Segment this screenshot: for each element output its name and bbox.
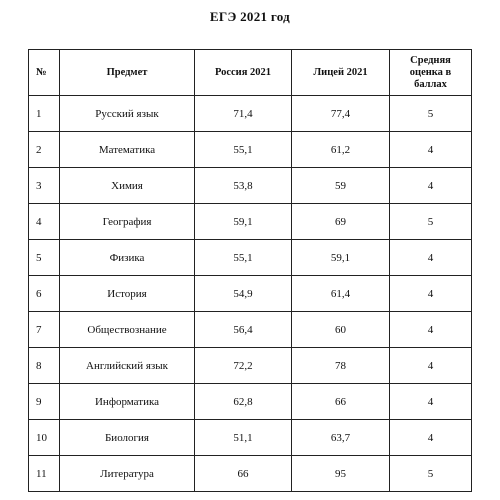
cell-russia: 72,2 [195, 348, 292, 384]
results-table [28, 49, 472, 492]
cell-average: 5 [390, 96, 472, 132]
header-subject: Предмет [60, 50, 195, 96]
table-row [29, 96, 472, 132]
cell-average: 4 [390, 240, 472, 276]
cell-lyceum: 60 [292, 312, 390, 348]
cell-average: 4 [390, 348, 472, 384]
table-row [29, 420, 472, 456]
cell-average: 4 [390, 420, 472, 456]
cell-num: 11 [29, 456, 60, 492]
cell-russia: 62,8 [195, 384, 292, 420]
footnote [60, 484, 490, 500]
cell-num: 2 [29, 132, 60, 168]
cell-num: 3 [29, 168, 60, 204]
cell-lyceum: 61,2 [292, 132, 390, 168]
cell-num: 6 [29, 276, 60, 312]
cell-subject: Физика [60, 240, 195, 276]
cell-lyceum: 59,1 [292, 240, 390, 276]
table-row [29, 276, 472, 312]
cell-average: 4 [390, 276, 472, 312]
cell-lyceum: 59 [292, 168, 390, 204]
table-row [29, 240, 472, 276]
table-row [29, 132, 472, 168]
cell-russia: 56,4 [195, 312, 292, 348]
cell-russia: 54,9 [195, 276, 292, 312]
cell-average: 5 [390, 204, 472, 240]
cell-russia: 71,4 [195, 96, 292, 132]
cell-subject: Биология [60, 420, 195, 456]
cell-subject: История [60, 276, 195, 312]
cell-subject: Химия [60, 168, 195, 204]
cell-average: 5 [390, 456, 472, 492]
cell-lyceum: 66 [292, 384, 390, 420]
cell-lyceum: 63,7 [292, 420, 390, 456]
cell-subject: Литература [60, 456, 195, 492]
table-row [29, 204, 472, 240]
cell-average: 4 [390, 312, 472, 348]
cell-subject: Русский язык [60, 96, 195, 132]
cell-subject: Английский язык [60, 348, 195, 384]
cell-russia: 59,1 [195, 204, 292, 240]
cell-subject: Математика [60, 132, 195, 168]
cell-num: 1 [29, 96, 60, 132]
cell-subject: Информатика [60, 384, 195, 420]
header-russia: Россия 2021 [195, 50, 292, 96]
cell-russia: 51,1 [195, 420, 292, 456]
cell-average: 4 [390, 384, 472, 420]
cell-russia: 53,8 [195, 168, 292, 204]
cell-num: 8 [29, 348, 60, 384]
cell-russia: 55,1 [195, 240, 292, 276]
cell-average: 4 [390, 168, 472, 204]
table-row [29, 384, 472, 420]
cell-lyceum: 95 [292, 456, 390, 492]
page-title: ЕГЭ 2021 год [209, 9, 291, 24]
table-row [29, 168, 472, 204]
cell-russia: 66 [195, 456, 292, 492]
cell-subject: Обществознание [60, 312, 195, 348]
header-average: Средняя оценка в баллах [390, 50, 472, 96]
cell-lyceum: 77,4 [292, 96, 390, 132]
cell-average: 4 [390, 132, 472, 168]
cell-lyceum: 69 [292, 204, 390, 240]
table-row [29, 312, 472, 348]
cell-russia: 55,1 [195, 132, 292, 168]
cell-num: 9 [29, 384, 60, 420]
header-lyceum: Лицей 2021 [292, 50, 390, 96]
cell-num: 5 [29, 240, 60, 276]
table-body [29, 96, 472, 492]
table-header-row [29, 50, 472, 96]
cell-num: 10 [29, 420, 60, 456]
cell-subject: География [60, 204, 195, 240]
cell-lyceum: 78 [292, 348, 390, 384]
table-row [29, 348, 472, 384]
cell-num: 4 [29, 204, 60, 240]
cell-num: 7 [29, 312, 60, 348]
cell-lyceum: 61,4 [292, 276, 390, 312]
header-num: № [29, 50, 60, 96]
